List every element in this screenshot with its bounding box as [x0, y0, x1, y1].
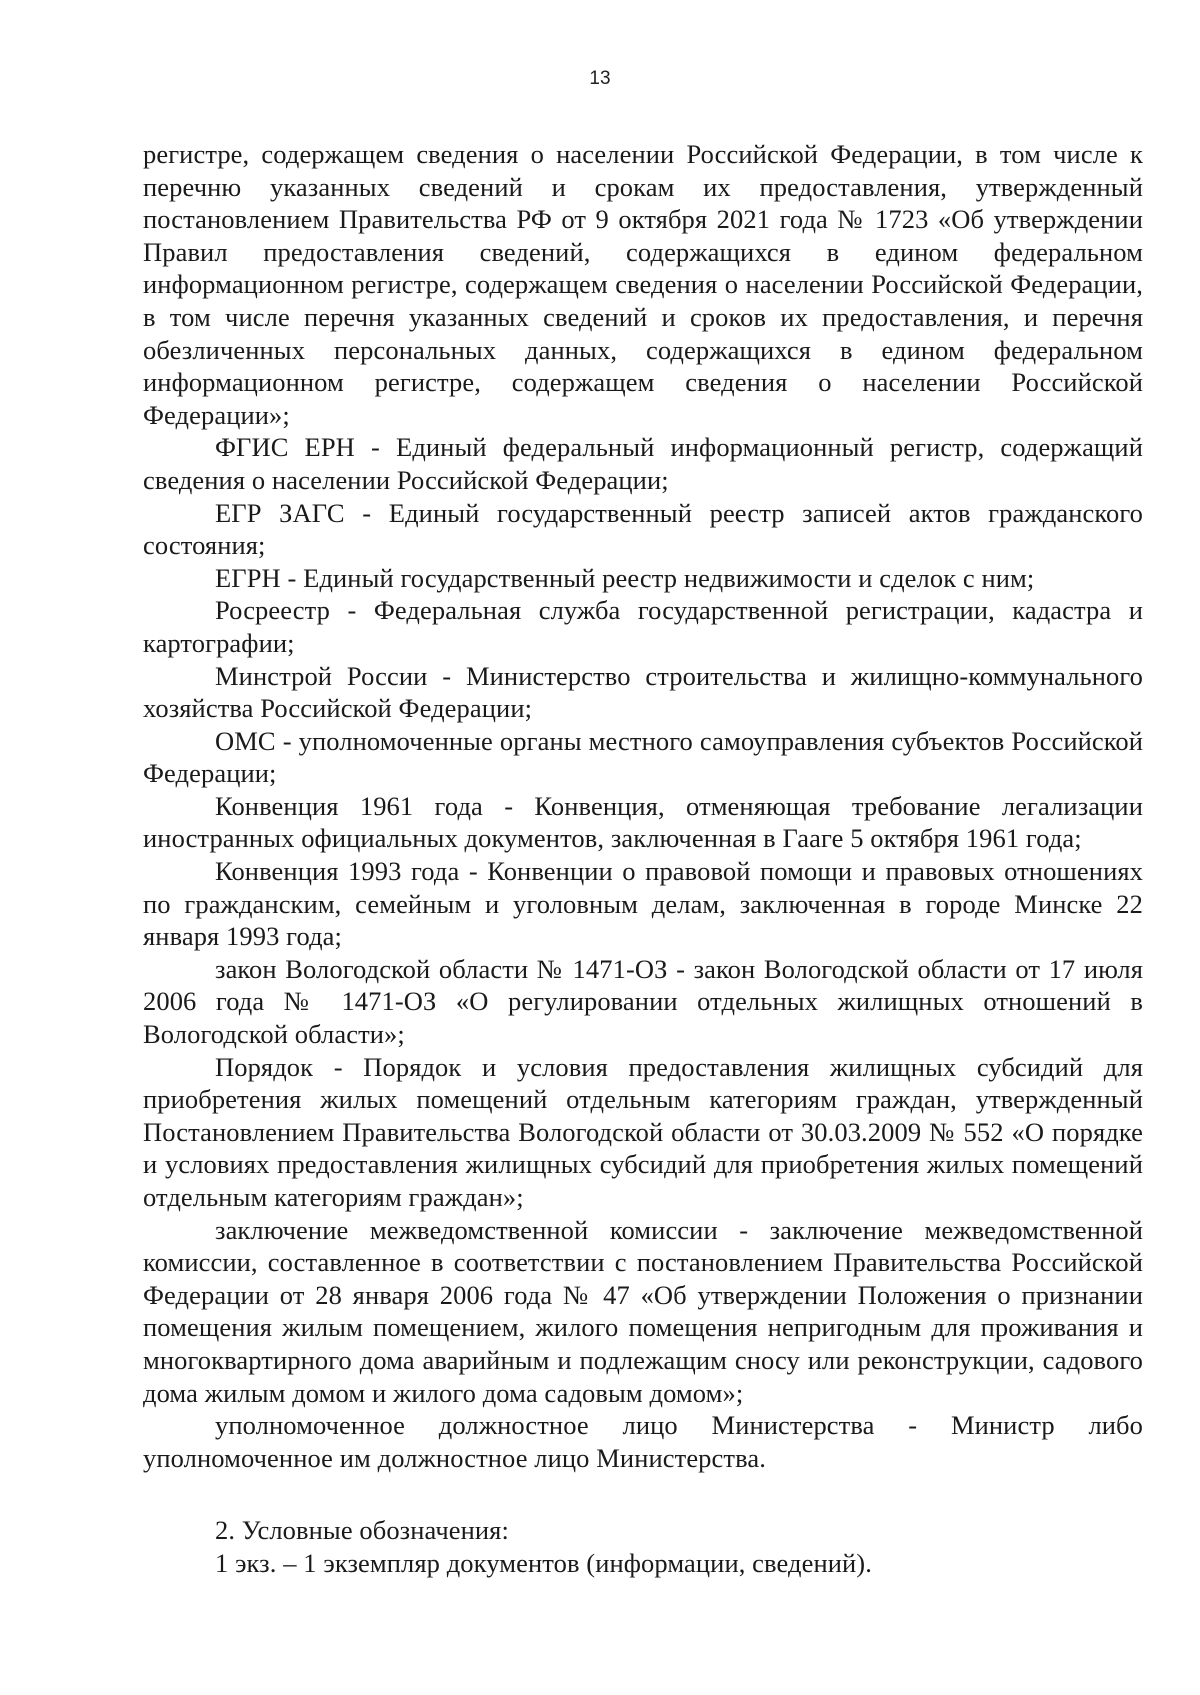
- section-conventions: [143, 1514, 1143, 1579]
- paragraph-convention-1993: Конвенция 1993 года - Конвенции о правовой помощи и правовых отношениях по гражданским, семейным и уголовным делам, заключенная в городе Минске 22 января 1993 года;: [143, 856, 1143, 952]
- paragraph-egr-zags: ЕГР ЗАГС - Единый государственный реестр записей актов гражданского состояния;: [143, 497, 1143, 561]
- paragraph-oms: ОМС - уполномоченные органы местного самоуправления субъектов Российской Федерации;: [143, 725, 1143, 789]
- section-heading: 2. Условные обозначения:: [215, 1515, 509, 1546]
- paragraph-fgis-ern: ФГИС ЕРН - Единый федеральный информационный регистр, содержащий сведения о населении Российской Федерации;: [143, 432, 1143, 495]
- paragraph-egrn: ЕГРН - Единый государственный реестр недвижимости и сделок с ним;: [215, 562, 1035, 593]
- paragraph-continuation: регистре, содержащем сведения о населении Российской Федерации, в том числе к перечню указанных сведений и срокам их предоставления, утвержденный постановлением Правительства РФ от 9 октября 2021 года № 1723 «Об утверждении Правил предоставления сведений, содержащихся в едином федеральном информационном регистре, содержащем сведения о населении Российской Федерации, в том числе перечня указанных сведений и сроков их предоставления, и перечня обезличенных персональных данных, содержащихся в едином федеральном информационном регистре, содержащем сведения о населении Российской Федерации»;: [143, 139, 1143, 430]
- paragraph-authorized-official: уполномоченное должностное лицо Министерства - Министр либо уполномоченное им должностное лицо Министерства.: [143, 1410, 1143, 1473]
- paragraph-interagency-conclusion: заключение межведомственной комиссии - заключение межведомственной комиссии, составленное в соответствии с постановлением Правительства Российской Федерации от 28 января 2006 года № 47 «Об утверждении Положения о признании помещения жилым помещением, жилого помещения непригодным для проживания и многоквартирного дома аварийным и подлежащим сносу или реконструкции, садового дома жилым домом и жилого дома садовым домом»;: [143, 1214, 1143, 1408]
- document-body: [143, 138, 1143, 1580]
- paragraph-minstroy: Минстрой России - Министерство строительства и жилищно-коммунального хозяйства Российской Федерации;: [143, 660, 1143, 724]
- paragraph-rosreestr: Росреестр - Федеральная служба государственной регистрации, кадастра и картографии;: [143, 595, 1143, 658]
- paragraph-vologda-law: закон Вологодской области № 1471-ОЗ - закон Вологодской области от 17 июля 2006 года № 1471-ОЗ «О регулировании отдельных жилищных отношений в Вологодской области»;: [143, 953, 1143, 1050]
- paragraph-poryadok: Порядок - Порядок и условия предоставления жилищных субсидий для приобретения жилых помещений отдельным категориям граждан, утвержденный Постановлением Правительства Вологодской области от 30.03.2009 № 552 «О порядке и условиях предоставления жилищных субсидий для приобретения жилых помещений отдельным категориям граждан»;: [143, 1051, 1143, 1212]
- page-number: 13: [589, 68, 611, 89]
- section-item: 1 экз. – 1 экземпляр документов (информации, сведений).: [215, 1547, 872, 1578]
- paragraph-convention-1961: Конвенция 1961 года - Конвенция, отменяющая требование легализации иностранных официальных документов, заключенная в Гааге 5 октября 1961 года;: [143, 790, 1143, 854]
